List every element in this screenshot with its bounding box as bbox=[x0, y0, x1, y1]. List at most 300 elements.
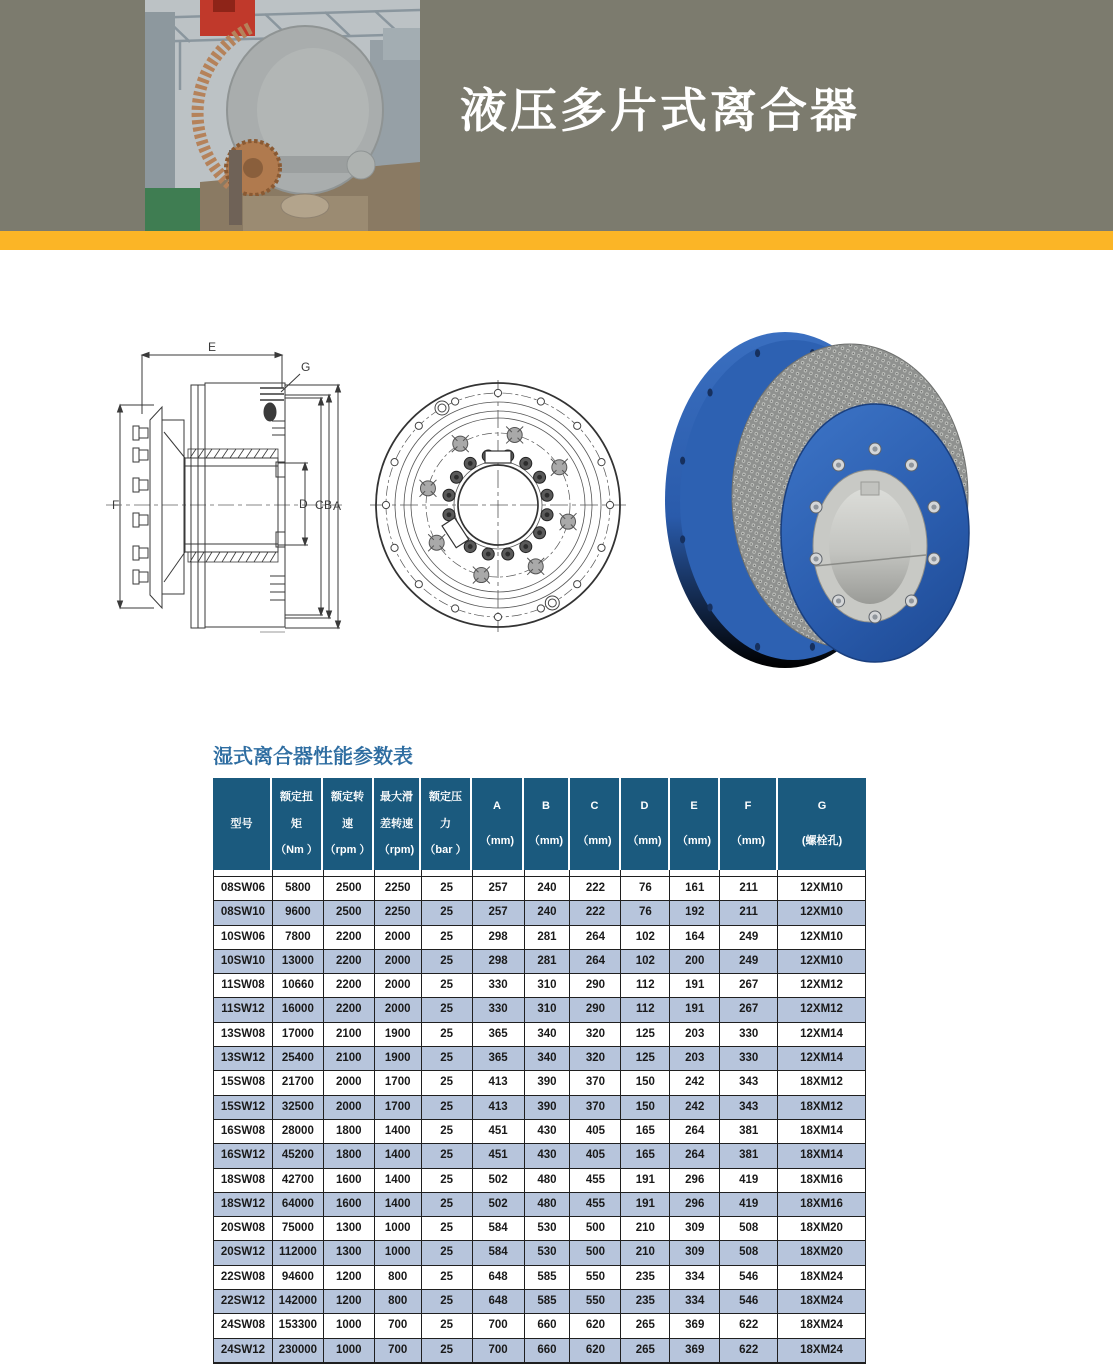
table-cell: 320 bbox=[570, 1023, 621, 1046]
table-cell: 242 bbox=[670, 1071, 720, 1094]
table-cell: 1700 bbox=[375, 1071, 422, 1094]
table-cell: 2500 bbox=[324, 901, 375, 924]
table-cell: 265 bbox=[621, 1314, 670, 1337]
table-cell: 419 bbox=[720, 1169, 778, 1192]
table-cell: 648 bbox=[473, 1266, 525, 1289]
table-cell: 150 bbox=[621, 1096, 670, 1119]
table-cell: 1300 bbox=[324, 1217, 375, 1240]
table-cell: 150 bbox=[621, 1071, 670, 1094]
table-cell: 340 bbox=[525, 1047, 571, 1070]
table-row bbox=[213, 1046, 866, 1070]
table-cell: 08SW06 bbox=[214, 877, 273, 900]
table-cell: 12XM12 bbox=[778, 974, 866, 997]
table-cell: 2250 bbox=[375, 901, 422, 924]
table-row bbox=[213, 1022, 866, 1046]
table-cell: 15SW08 bbox=[214, 1071, 273, 1094]
table-cell: 2000 bbox=[324, 1071, 375, 1094]
table-cell: 310 bbox=[525, 974, 571, 997]
table-cell: 28000 bbox=[273, 1120, 324, 1143]
table-cell: 330 bbox=[473, 974, 525, 997]
table-cell: 25 bbox=[422, 1047, 473, 1070]
table-cell: 309 bbox=[670, 1241, 720, 1264]
table-cell: 419 bbox=[720, 1193, 778, 1216]
table-cell: 25 bbox=[422, 901, 473, 924]
table-cell: 16SW08 bbox=[214, 1120, 273, 1143]
table-cell: 584 bbox=[473, 1217, 525, 1240]
table-cell: 76 bbox=[621, 877, 670, 900]
table-cell: 2200 bbox=[324, 926, 375, 949]
table-cell: 584 bbox=[473, 1241, 525, 1264]
table-cell: 480 bbox=[525, 1193, 571, 1216]
table-cell: 1200 bbox=[324, 1290, 375, 1313]
table-cell: 242 bbox=[670, 1096, 720, 1119]
table-cell bbox=[720, 870, 778, 876]
table-cell: 508 bbox=[720, 1241, 778, 1264]
table-cell: 1400 bbox=[375, 1144, 422, 1167]
table-cell: 320 bbox=[570, 1047, 621, 1070]
table-cell: 405 bbox=[570, 1120, 621, 1143]
table-cell: 18XM24 bbox=[778, 1314, 866, 1337]
table-cell: 211 bbox=[720, 877, 778, 900]
table-cell: 500 bbox=[570, 1217, 621, 1240]
column-header: B （mm) bbox=[524, 778, 570, 870]
table-cell: 257 bbox=[473, 877, 525, 900]
table-cell: 18XM14 bbox=[778, 1120, 866, 1143]
table-cell: 451 bbox=[473, 1144, 525, 1167]
table-cell: 648 bbox=[473, 1290, 525, 1313]
table-cell: 700 bbox=[375, 1314, 422, 1337]
column-header: D （mm) bbox=[621, 778, 670, 870]
table-cell: 381 bbox=[720, 1144, 778, 1167]
table-cell: 125 bbox=[621, 1023, 670, 1046]
column-header: 额定转 速 （rpm ） bbox=[323, 778, 374, 870]
table-cell: 2000 bbox=[324, 1096, 375, 1119]
table-cell bbox=[324, 870, 375, 876]
table-cell: 64000 bbox=[273, 1193, 324, 1216]
column-header: G (螺栓孔) bbox=[801, 800, 843, 847]
table-cell: 25 bbox=[422, 974, 473, 997]
table-cell: 1600 bbox=[324, 1193, 375, 1216]
table-cell bbox=[570, 870, 621, 876]
table-cell: 24SW08 bbox=[214, 1314, 273, 1337]
table-cell: 296 bbox=[670, 1193, 720, 1216]
table-cell: 25 bbox=[422, 1314, 473, 1337]
table-cell: 2000 bbox=[375, 950, 422, 973]
table-row bbox=[213, 997, 866, 1021]
clutch-3d-render bbox=[650, 328, 995, 673]
table-cell: 660 bbox=[525, 1314, 571, 1337]
table-cell: 25400 bbox=[273, 1047, 324, 1070]
dim-label-c: C bbox=[315, 498, 324, 512]
table-cell: 235 bbox=[621, 1266, 670, 1289]
spec-table bbox=[213, 778, 866, 1364]
table-cell: 334 bbox=[670, 1290, 720, 1313]
table-row bbox=[213, 1216, 866, 1240]
table-cell: 17000 bbox=[273, 1023, 324, 1046]
table-cell: 18XM20 bbox=[778, 1241, 866, 1264]
table-cell: 7800 bbox=[273, 926, 324, 949]
table-cell bbox=[375, 870, 422, 876]
table-cell: 622 bbox=[720, 1314, 778, 1337]
table-cell: 1000 bbox=[324, 1339, 375, 1362]
table-cell: 08SW10 bbox=[214, 901, 273, 924]
table-cell: 370 bbox=[570, 1096, 621, 1119]
table-cell: 210 bbox=[621, 1241, 670, 1264]
table-cell: 165 bbox=[621, 1144, 670, 1167]
table-cell: 13000 bbox=[273, 950, 324, 973]
table-cell: 2000 bbox=[375, 926, 422, 949]
table-cell: 264 bbox=[570, 950, 621, 973]
table-cell: 75000 bbox=[273, 1217, 324, 1240]
table-cell: 257 bbox=[473, 901, 525, 924]
table-cell: 153300 bbox=[273, 1314, 324, 1337]
dim-label-g: G bbox=[301, 360, 311, 374]
table-cell: 381 bbox=[720, 1120, 778, 1143]
table-cell: 191 bbox=[670, 974, 720, 997]
table-cell: 530 bbox=[525, 1217, 571, 1240]
table-cell: 16000 bbox=[273, 998, 324, 1021]
table-cell: 249 bbox=[720, 950, 778, 973]
table-cell bbox=[422, 870, 473, 876]
table-cell: 267 bbox=[720, 998, 778, 1021]
table-title: 湿式离合器性能参数表 bbox=[213, 746, 413, 768]
table-cell: 112000 bbox=[273, 1241, 324, 1264]
table-cell: 142000 bbox=[273, 1290, 324, 1313]
table-cell: 20SW12 bbox=[214, 1241, 273, 1264]
table-row bbox=[213, 1265, 866, 1289]
table-cell: 25 bbox=[422, 998, 473, 1021]
table-cell: 2200 bbox=[324, 998, 375, 1021]
table-cell: 11SW12 bbox=[214, 998, 273, 1021]
table-cell: 22SW08 bbox=[214, 1266, 273, 1289]
table-cell: 18SW12 bbox=[214, 1193, 273, 1216]
table-cell: 660 bbox=[525, 1339, 571, 1362]
table-cell: 1900 bbox=[375, 1023, 422, 1046]
table-cell bbox=[670, 870, 720, 876]
table-cell: 25 bbox=[422, 1169, 473, 1192]
table-cell: 620 bbox=[570, 1314, 621, 1337]
table-cell: 18XM12 bbox=[778, 1071, 866, 1094]
table-cell: 20SW08 bbox=[214, 1217, 273, 1240]
table-cell: 390 bbox=[525, 1071, 571, 1094]
table-cell: 102 bbox=[621, 950, 670, 973]
table-cell: 25 bbox=[422, 877, 473, 900]
table-cell: 10660 bbox=[273, 974, 324, 997]
table-cell: 42700 bbox=[273, 1169, 324, 1192]
table-cell: 25 bbox=[422, 1023, 473, 1046]
table-cell: 222 bbox=[570, 877, 621, 900]
table-cell: 508 bbox=[720, 1217, 778, 1240]
table-cell: 13SW08 bbox=[214, 1023, 273, 1046]
table-cell: 191 bbox=[621, 1193, 670, 1216]
table-row bbox=[213, 949, 866, 973]
table-cell: 800 bbox=[375, 1266, 422, 1289]
table-cell bbox=[778, 870, 866, 876]
column-header: 额定压 力 （bar ） bbox=[421, 778, 472, 870]
table-cell: 76 bbox=[621, 901, 670, 924]
spec-table-body bbox=[213, 870, 866, 1364]
table-row bbox=[213, 870, 866, 876]
table-cell: 94600 bbox=[273, 1266, 324, 1289]
table-cell: 334 bbox=[670, 1266, 720, 1289]
table-cell: 15SW12 bbox=[214, 1096, 273, 1119]
table-cell: 25 bbox=[422, 1096, 473, 1119]
table-cell bbox=[214, 870, 273, 876]
table-cell: 12XM14 bbox=[778, 1023, 866, 1046]
table-cell: 192 bbox=[670, 901, 720, 924]
table-cell: 18XM24 bbox=[778, 1266, 866, 1289]
table-cell: 13SW12 bbox=[214, 1047, 273, 1070]
table-cell: 451 bbox=[473, 1120, 525, 1143]
table-cell: 222 bbox=[570, 901, 621, 924]
table-cell bbox=[273, 870, 324, 876]
table-cell: 622 bbox=[720, 1339, 778, 1362]
table-cell: 1400 bbox=[375, 1193, 422, 1216]
table-cell: 2250 bbox=[375, 877, 422, 900]
table-cell: 1000 bbox=[375, 1217, 422, 1240]
table-cell: 25 bbox=[422, 1290, 473, 1313]
table-cell: 18XM24 bbox=[778, 1290, 866, 1313]
table-cell: 25 bbox=[422, 1144, 473, 1167]
table-row bbox=[213, 1240, 866, 1264]
table-cell: 546 bbox=[720, 1290, 778, 1313]
table-cell: 281 bbox=[525, 926, 571, 949]
table-cell: 25 bbox=[422, 1339, 473, 1362]
table-cell: 249 bbox=[720, 926, 778, 949]
table-cell bbox=[473, 870, 525, 876]
table-cell: 2000 bbox=[375, 974, 422, 997]
table-cell: 12XM10 bbox=[778, 950, 866, 973]
table-cell: 21700 bbox=[273, 1071, 324, 1094]
table-cell: 18XM16 bbox=[778, 1193, 866, 1216]
table-cell: 700 bbox=[473, 1314, 525, 1337]
table-cell: 330 bbox=[720, 1023, 778, 1046]
dim-label-f: F bbox=[112, 498, 120, 512]
cross-section-drawing bbox=[100, 336, 345, 646]
table-cell: 480 bbox=[525, 1169, 571, 1192]
table-cell: 1800 bbox=[324, 1120, 375, 1143]
column-header: E （mm) bbox=[670, 778, 720, 870]
table-cell: 264 bbox=[670, 1144, 720, 1167]
table-cell: 430 bbox=[525, 1144, 571, 1167]
table-cell: 230000 bbox=[273, 1339, 324, 1362]
table-cell: 12XM10 bbox=[778, 926, 866, 949]
table-cell: 550 bbox=[570, 1290, 621, 1313]
table-cell: 343 bbox=[720, 1096, 778, 1119]
table-cell: 235 bbox=[621, 1290, 670, 1313]
table-cell: 16SW12 bbox=[214, 1144, 273, 1167]
table-row bbox=[213, 876, 866, 900]
column-header: F （mm) bbox=[720, 778, 778, 870]
table-cell: 12XM12 bbox=[778, 998, 866, 1021]
table-cell: 12XM10 bbox=[778, 877, 866, 900]
table-cell: 25 bbox=[422, 1071, 473, 1094]
table-cell: 24SW12 bbox=[214, 1339, 273, 1362]
table-cell: 2500 bbox=[324, 877, 375, 900]
table-cell: 240 bbox=[525, 877, 571, 900]
table-cell: 1400 bbox=[375, 1169, 422, 1192]
column-header: 型号 bbox=[213, 778, 272, 870]
table-cell: 264 bbox=[670, 1120, 720, 1143]
table-cell: 161 bbox=[670, 877, 720, 900]
table-cell: 18XM20 bbox=[778, 1217, 866, 1240]
table-cell: 290 bbox=[570, 974, 621, 997]
table-row bbox=[213, 973, 866, 997]
table-row bbox=[213, 1095, 866, 1119]
table-cell: 125 bbox=[621, 1047, 670, 1070]
table-cell: 2100 bbox=[324, 1023, 375, 1046]
table-cell: 9600 bbox=[273, 901, 324, 924]
table-row bbox=[213, 1192, 866, 1216]
table-cell: 210 bbox=[621, 1217, 670, 1240]
table-cell: 191 bbox=[621, 1169, 670, 1192]
table-cell: 281 bbox=[525, 950, 571, 973]
machinery-photo bbox=[145, 0, 420, 231]
table-cell: 265 bbox=[621, 1339, 670, 1362]
table-cell: 12XM10 bbox=[778, 901, 866, 924]
table-cell: 1300 bbox=[324, 1241, 375, 1264]
column-header: 额定扭 矩 （Nm ） bbox=[272, 778, 323, 870]
table-cell: 370 bbox=[570, 1071, 621, 1094]
table-cell: 267 bbox=[720, 974, 778, 997]
dim-label-d: D bbox=[299, 497, 308, 511]
table-row bbox=[213, 925, 866, 949]
column-header: A （mm) bbox=[472, 778, 524, 870]
table-cell: 191 bbox=[670, 998, 720, 1021]
table-cell: 310 bbox=[525, 998, 571, 1021]
table-cell: 700 bbox=[473, 1339, 525, 1362]
table-cell: 298 bbox=[473, 950, 525, 973]
table-cell: 112 bbox=[621, 998, 670, 1021]
table-cell: 12XM14 bbox=[778, 1047, 866, 1070]
front-view-drawing bbox=[368, 378, 628, 634]
table-cell: 413 bbox=[473, 1071, 525, 1094]
table-cell: 343 bbox=[720, 1071, 778, 1094]
table-row bbox=[213, 1289, 866, 1313]
table-cell: 25 bbox=[422, 1217, 473, 1240]
table-cell: 25 bbox=[422, 926, 473, 949]
table-cell: 25 bbox=[422, 1241, 473, 1264]
table-cell: 2200 bbox=[324, 950, 375, 973]
table-cell: 390 bbox=[525, 1096, 571, 1119]
table-cell: 330 bbox=[720, 1047, 778, 1070]
table-row bbox=[213, 900, 866, 924]
table-cell: 11SW08 bbox=[214, 974, 273, 997]
table-cell: 530 bbox=[525, 1241, 571, 1264]
table-cell: 18SW08 bbox=[214, 1169, 273, 1192]
table-cell: 32500 bbox=[273, 1096, 324, 1119]
table-cell: 405 bbox=[570, 1144, 621, 1167]
table-cell: 502 bbox=[473, 1169, 525, 1192]
table-cell: 2000 bbox=[375, 998, 422, 1021]
table-cell: 203 bbox=[670, 1023, 720, 1046]
table-cell: 340 bbox=[525, 1023, 571, 1046]
table-cell: 1800 bbox=[324, 1144, 375, 1167]
table-cell: 298 bbox=[473, 926, 525, 949]
table-cell: 546 bbox=[720, 1266, 778, 1289]
table-cell: 25 bbox=[422, 1193, 473, 1216]
table-cell: 165 bbox=[621, 1120, 670, 1143]
table-cell: 1900 bbox=[375, 1047, 422, 1070]
column-header: C （mm) bbox=[570, 778, 621, 870]
table-row bbox=[213, 1313, 866, 1337]
table-cell: 455 bbox=[570, 1193, 621, 1216]
table-cell: 240 bbox=[525, 901, 571, 924]
spec-table-header bbox=[213, 778, 866, 870]
table-cell: 45200 bbox=[273, 1144, 324, 1167]
table-cell: 620 bbox=[570, 1339, 621, 1362]
table-cell bbox=[525, 870, 571, 876]
table-cell: 264 bbox=[570, 926, 621, 949]
accent-bar bbox=[0, 231, 1113, 250]
table-cell: 10SW10 bbox=[214, 950, 273, 973]
table-row bbox=[213, 1070, 866, 1094]
table-cell: 18XM12 bbox=[778, 1096, 866, 1119]
table-cell: 200 bbox=[670, 950, 720, 973]
table-cell: 309 bbox=[670, 1217, 720, 1240]
table-cell: 1000 bbox=[375, 1241, 422, 1264]
table-cell: 18XM14 bbox=[778, 1144, 866, 1167]
table-cell: 413 bbox=[473, 1096, 525, 1119]
table-cell: 585 bbox=[525, 1290, 571, 1313]
table-cell: 430 bbox=[525, 1120, 571, 1143]
table-cell: 369 bbox=[670, 1314, 720, 1337]
table-cell: 365 bbox=[473, 1023, 525, 1046]
table-cell: 25 bbox=[422, 1266, 473, 1289]
table-cell: 25 bbox=[422, 1120, 473, 1143]
table-cell: 25 bbox=[422, 950, 473, 973]
table-cell: 330 bbox=[473, 998, 525, 1021]
table-cell: 102 bbox=[621, 926, 670, 949]
table-cell: 369 bbox=[670, 1339, 720, 1362]
table-cell: 1400 bbox=[375, 1120, 422, 1143]
table-cell: 296 bbox=[670, 1169, 720, 1192]
table-row bbox=[213, 1338, 866, 1362]
table-cell: 1700 bbox=[375, 1096, 422, 1119]
table-cell: 18XM24 bbox=[778, 1339, 866, 1362]
table-cell: 1600 bbox=[324, 1169, 375, 1192]
table-cell: 365 bbox=[473, 1047, 525, 1070]
table-cell: 800 bbox=[375, 1290, 422, 1313]
table-cell bbox=[621, 870, 670, 876]
table-cell: 2200 bbox=[324, 974, 375, 997]
table-row bbox=[213, 1143, 866, 1167]
table-cell: 502 bbox=[473, 1193, 525, 1216]
dim-label-b: B bbox=[324, 498, 333, 512]
table-cell: 112 bbox=[621, 974, 670, 997]
table-row bbox=[213, 1119, 866, 1143]
page-title: 液压多片式离合器 bbox=[460, 84, 860, 137]
table-cell: 18XM16 bbox=[778, 1169, 866, 1192]
table-cell: 2100 bbox=[324, 1047, 375, 1070]
table-cell: 585 bbox=[525, 1266, 571, 1289]
table-cell: 10SW06 bbox=[214, 926, 273, 949]
table-cell: 500 bbox=[570, 1241, 621, 1264]
table-cell: 455 bbox=[570, 1169, 621, 1192]
dim-label-a: A bbox=[333, 499, 342, 513]
table-cell: 1200 bbox=[324, 1266, 375, 1289]
table-row bbox=[213, 1168, 866, 1192]
table-cell: 22SW12 bbox=[214, 1290, 273, 1313]
table-cell: 5800 bbox=[273, 877, 324, 900]
column-header: 最大滑 差转速 （rpm) bbox=[374, 778, 421, 870]
table-cell: 700 bbox=[375, 1339, 422, 1362]
table-cell: 211 bbox=[720, 901, 778, 924]
table-cell: 550 bbox=[570, 1266, 621, 1289]
dim-label-e: E bbox=[208, 340, 217, 354]
table-cell: 1000 bbox=[324, 1314, 375, 1337]
table-cell: 203 bbox=[670, 1047, 720, 1070]
